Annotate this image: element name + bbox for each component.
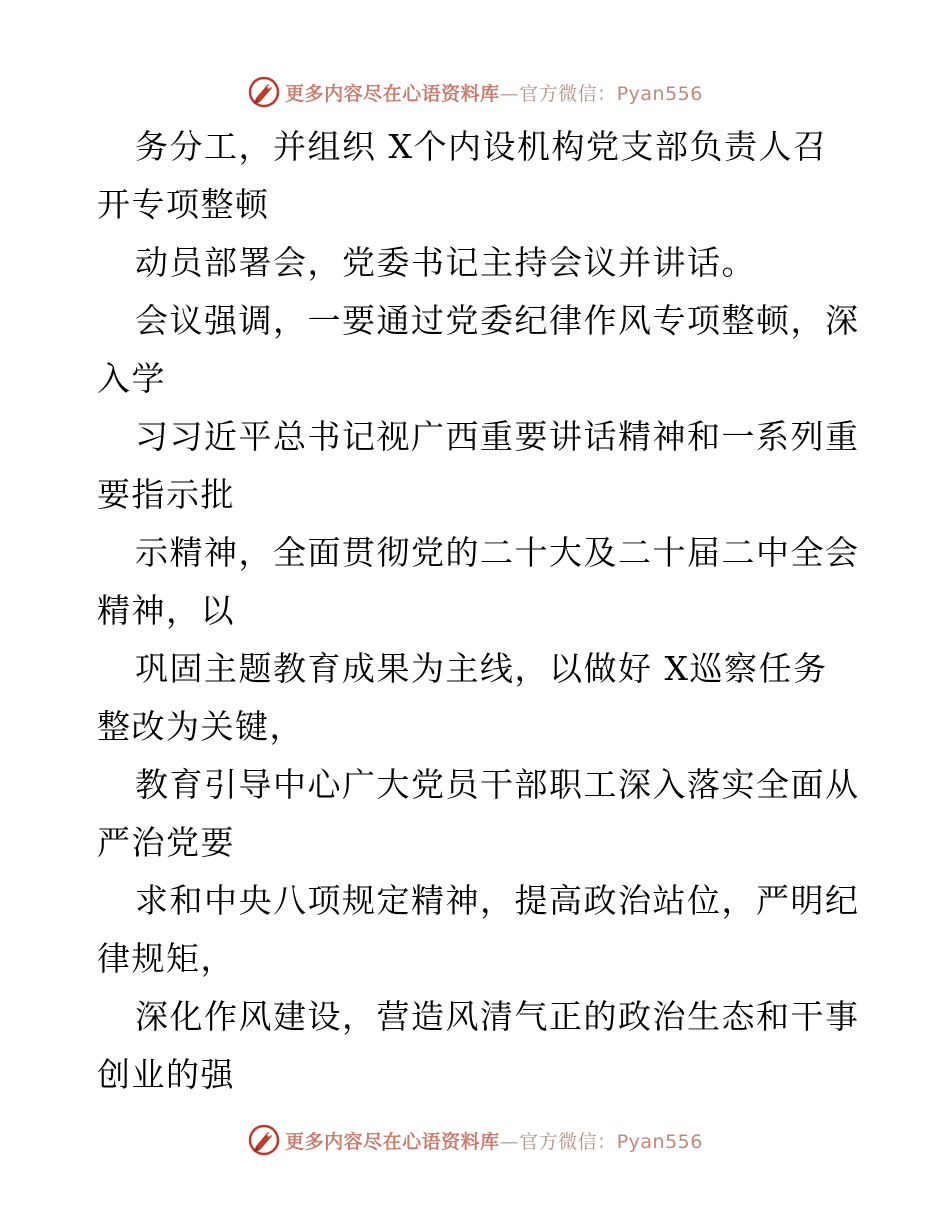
footer-watermark — [0, 1120, 950, 1160]
body-line: 求和中央八项规定精神，提高政治站位，严明纪 — [135, 881, 860, 920]
document-body — [97, 118, 860, 1104]
body-line: 开专项整顿 — [97, 185, 270, 224]
pen-logo-icon — [247, 75, 281, 109]
body-line: 巩固主题教育成果为主线，以做好 X巡察任务 — [135, 649, 828, 688]
watermark-label: 官方微信： — [519, 1130, 617, 1153]
watermark-brand: 更多内容尽在心语资料库 — [285, 82, 500, 105]
body-line: 动员部署会，党委书记主持会议并讲话。 — [135, 243, 756, 282]
watermark-text — [285, 1127, 703, 1154]
body-line: 会议强调，一要通过党委纪律作风专项整顿，深 — [135, 301, 860, 340]
watermark-text — [285, 79, 703, 106]
body-line: 入学 — [97, 359, 166, 398]
body-line: 整改为关键， — [97, 707, 304, 746]
header-watermark — [0, 72, 950, 112]
body-line: 创业的强 — [97, 1055, 235, 1094]
body-line: 严治党要 — [97, 823, 235, 862]
watermark-brand: 更多内容尽在心语资料库 — [285, 1130, 500, 1153]
body-line: 示精神，全面贯彻党的二十大及二十届二中全会 — [135, 533, 860, 572]
body-line: 习习近平总书记视广西重要讲话精神和一系列重 — [135, 417, 860, 456]
watermark-wechat-id: Pyan556 — [616, 82, 703, 105]
body-line: 教育引导中心广大党员干部职工深入落实全面从 — [135, 765, 860, 804]
pen-logo-icon — [247, 1123, 281, 1157]
watermark-separator: — — [499, 82, 520, 105]
body-line: 务分工，并组织 X个内设机构党支部负责人召 — [135, 127, 828, 166]
body-line: 深化作风建设，营造风清气正的政治生态和干事 — [135, 997, 860, 1036]
watermark-wechat-id: Pyan556 — [616, 1130, 703, 1153]
watermark-label: 官方微信： — [519, 82, 617, 105]
body-line: 要指示批 — [97, 475, 235, 514]
body-line: 律规矩， — [97, 939, 235, 978]
watermark-separator: — — [499, 1130, 520, 1153]
body-line: 精神，以 — [97, 591, 235, 630]
